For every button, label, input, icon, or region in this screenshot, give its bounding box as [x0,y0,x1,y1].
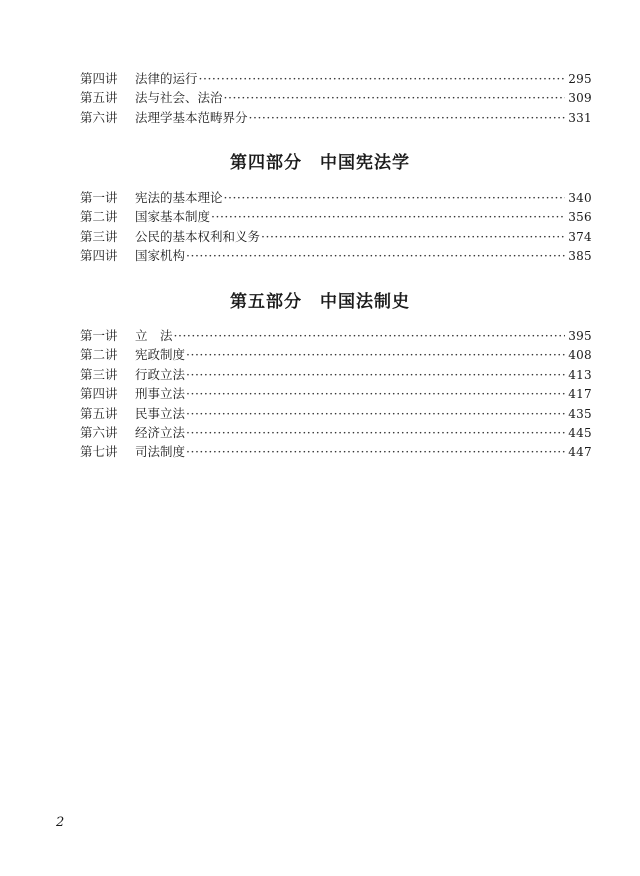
page-ref: 340 [568,191,592,205]
part5-heading: 第五部分 中国法制史 [230,292,410,312]
lecture-title: 行政立法 [135,366,186,382]
lecture-title: 经济立法 [135,424,186,440]
lecture-title: 国家机构 [135,248,186,264]
lecture-number: 第一讲 [80,328,118,343]
lecture-number: 第四讲 [80,71,118,86]
dot-leader [186,384,565,403]
page-ref: 374 [568,229,592,244]
page-ref: 417 [568,387,592,402]
lecture-number: 第五讲 [80,90,118,106]
lecture-number: 第四讲 [80,248,118,264]
lecture-title: 刑事立法 [135,386,186,402]
lecture-title: 立 法 [135,328,173,343]
toc-entry [80,188,592,207]
toc-entry [80,69,592,88]
page-ref: 435 [568,406,592,421]
lecture-number: 第三讲 [80,228,118,244]
page-ref: 309 [568,91,592,106]
dot-leader [249,108,566,127]
lecture-title: 宪政制度 [135,347,186,363]
lecture-title: 民事立法 [135,405,186,421]
lecture-number: 第二讲 [80,347,118,363]
toc-entry [80,384,592,403]
toc-entry [80,345,592,364]
lecture-number: 第一讲 [80,190,118,205]
lecture-number: 第六讲 [80,424,118,440]
page-ref: 408 [568,348,592,363]
lecture-title: 宪法的基本理论 [135,190,223,205]
dot-leader [186,442,565,461]
dot-leader [186,246,565,265]
toc-entry [80,326,592,345]
dot-leader [186,423,565,442]
dot-leader [186,345,565,364]
dot-leader [199,69,566,88]
toc-entry [80,88,592,107]
lecture-number: 第七讲 [80,444,118,460]
page-ref: 395 [568,329,592,343]
lecture-title: 法理学基本范畴界分 [135,109,248,125]
lecture-number: 第二讲 [80,209,118,225]
page-ref: 385 [568,249,592,264]
lecture-title: 法律的运行 [135,71,198,86]
page-ref: 447 [568,445,592,460]
toc-part4 [80,188,592,266]
toc-entry [80,227,592,246]
toc-entry [80,404,592,423]
lecture-number: 第三讲 [80,366,118,382]
dot-leader [224,188,566,207]
dot-leader [261,227,565,246]
dot-leader [174,326,566,345]
lecture-title: 法与社会、法治 [135,90,223,106]
page-ref: 413 [568,367,592,382]
page-ref: 356 [568,210,592,225]
page-number: 2 [56,815,65,830]
dot-leader [186,365,565,384]
lecture-title: 司法制度 [135,444,186,460]
lecture-number: 第四讲 [80,386,118,402]
lecture-number: 第六讲 [80,109,118,125]
lecture-title: 公民的基本权利和义务 [135,228,261,244]
page-ref: 445 [568,425,592,440]
dot-leader [224,88,566,107]
toc-entry [80,365,592,384]
dot-leader [186,404,565,423]
toc-entry [80,246,592,265]
toc-entry [80,442,592,461]
lecture-number: 第五讲 [80,405,118,421]
toc-entry [80,108,592,127]
page-ref: 331 [568,110,592,125]
toc-part3-tail [80,69,592,127]
lecture-title: 国家基本制度 [135,209,211,225]
toc-entry [80,423,592,442]
toc-part5 [80,326,592,462]
toc-entry [80,207,592,226]
part4-heading: 第四部分 中国宪法学 [230,153,410,173]
page-ref: 295 [568,72,592,86]
dot-leader [211,207,565,226]
